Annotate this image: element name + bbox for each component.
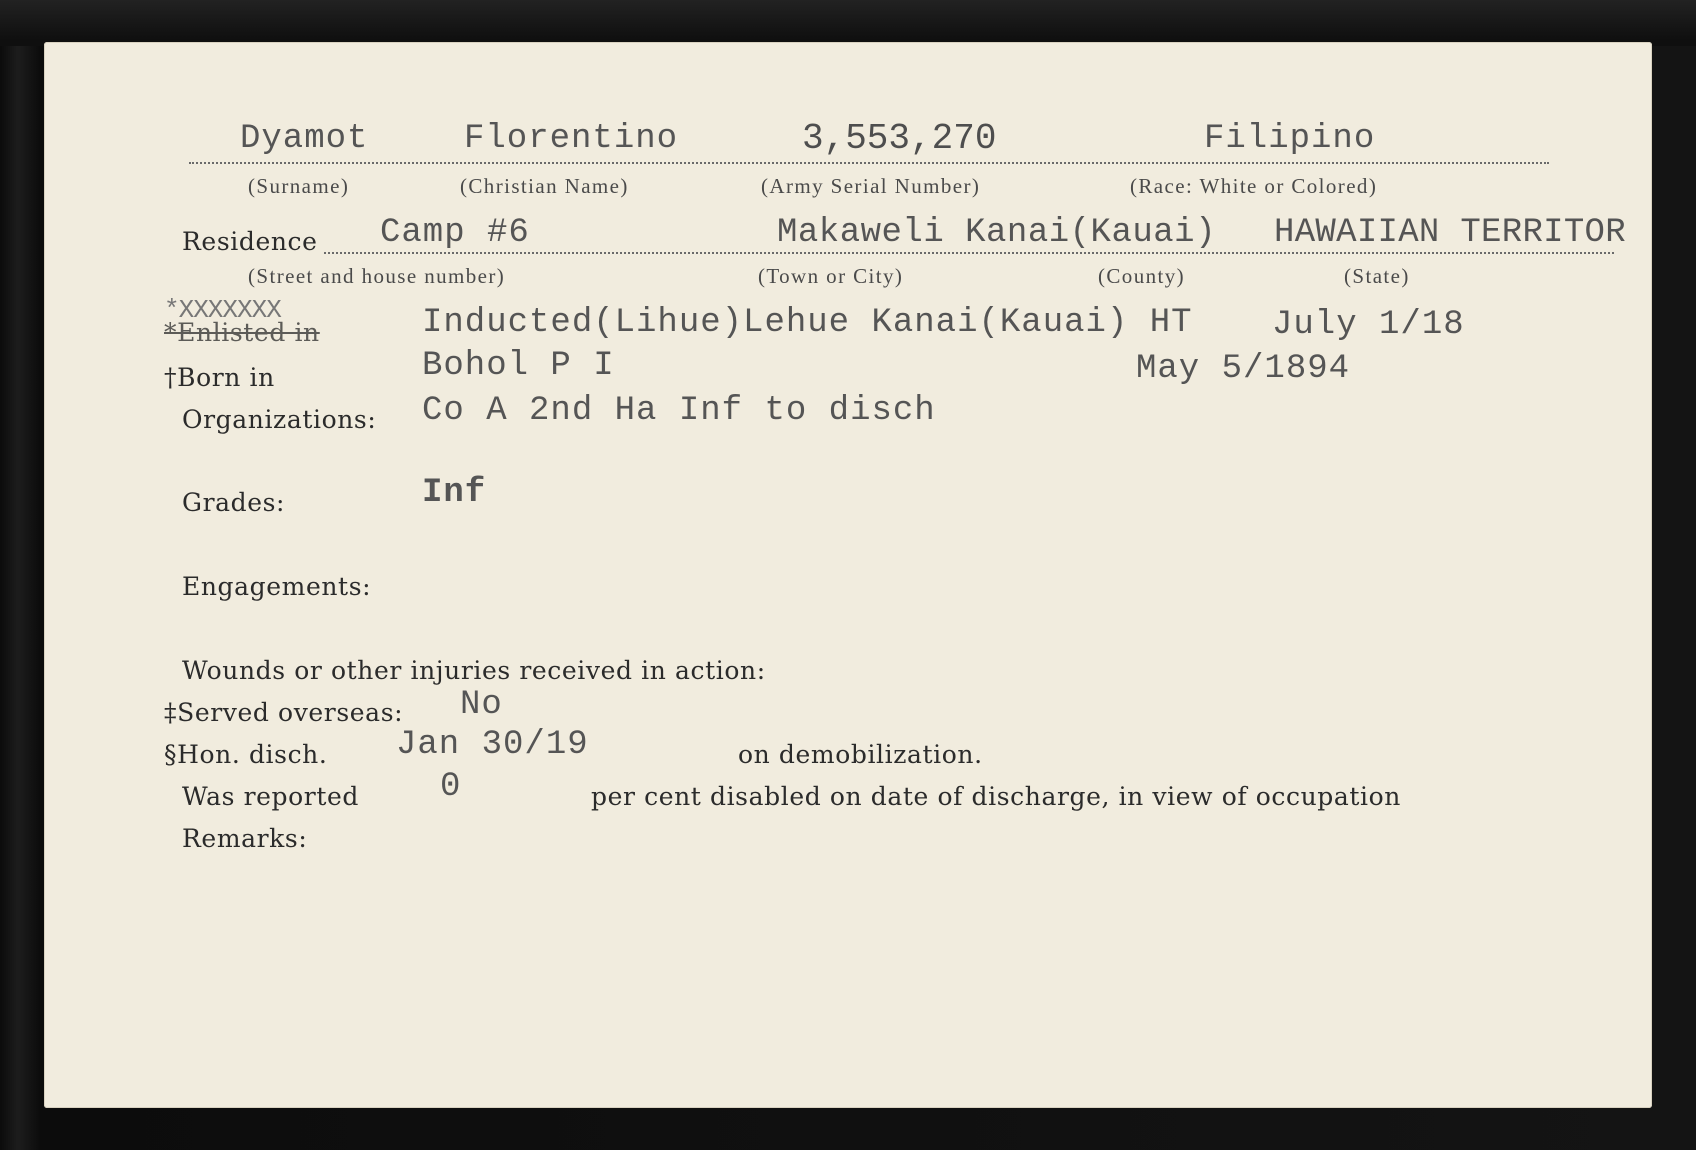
residence-dotted-line: [324, 252, 1614, 254]
honorable-discharge-label: §Hon. disch.: [164, 740, 328, 769]
wounds-label: Wounds or other injuries received in action:: [182, 656, 766, 685]
binder-top-edge: [0, 0, 1696, 46]
engagements-label: Engagements:: [182, 572, 372, 601]
town-caption: (Town or City): [758, 264, 904, 288]
christian-name-caption: (Christian Name): [460, 174, 629, 198]
race-caption: (Race: White or Colored): [1130, 174, 1378, 198]
residence-town-county-value: Makaweli Kanai(Kauai): [777, 214, 1216, 252]
residence-state-value: HAWAIIAN TERRITOR: [1274, 214, 1626, 252]
surname-caption: (Surname): [248, 174, 350, 198]
county-caption: (County): [1098, 264, 1186, 288]
state-caption: (State): [1344, 264, 1410, 288]
served-overseas-value: No: [460, 686, 503, 724]
born-date: May 5/1894: [1136, 350, 1351, 388]
grades-value: Inf: [422, 474, 487, 512]
residence-label: Residence: [182, 227, 318, 256]
serial-number-value: 3,553,270: [802, 118, 997, 159]
disability-suffix: per cent disabled on date of discharge, in view of occupation: [591, 782, 1402, 811]
disability-percent-value: 0: [440, 768, 462, 806]
born-label: †Born in: [164, 363, 275, 392]
enlisted-strikeout-text: *XXXXXXX: [164, 295, 281, 325]
grades-label: Grades:: [182, 488, 286, 517]
served-overseas-label: ‡Served overseas:: [164, 698, 404, 727]
street-caption: (Street and house number): [248, 264, 506, 288]
residence-street-value: Camp #6: [380, 214, 530, 252]
organizations-label: Organizations:: [182, 405, 377, 434]
disability-label: Was reported: [182, 782, 359, 811]
surname-value: Dyamot: [240, 120, 369, 158]
organizations-value: Co A 2nd Ha Inf to disch: [422, 392, 936, 430]
honorable-discharge-date: Jan 30/19: [396, 726, 589, 764]
discharge-suffix: on demobilization.: [738, 740, 983, 769]
born-value: Bohol P I: [422, 347, 615, 385]
enlisted-label: *Enlisted in: [164, 318, 320, 347]
enlisted-value: Inducted(Lihue)Lehue Kanai(Kauai) HT: [422, 304, 1193, 342]
christian-name-value: Florentino: [464, 120, 679, 158]
enlisted-date: July 1/18: [1272, 306, 1465, 344]
serial-number-caption: (Army Serial Number): [761, 174, 981, 198]
service-record-card: [44, 42, 1652, 1108]
name-dotted-line: [189, 162, 1549, 164]
race-value: Filipino: [1204, 120, 1376, 158]
remarks-label: Remarks:: [182, 824, 308, 853]
